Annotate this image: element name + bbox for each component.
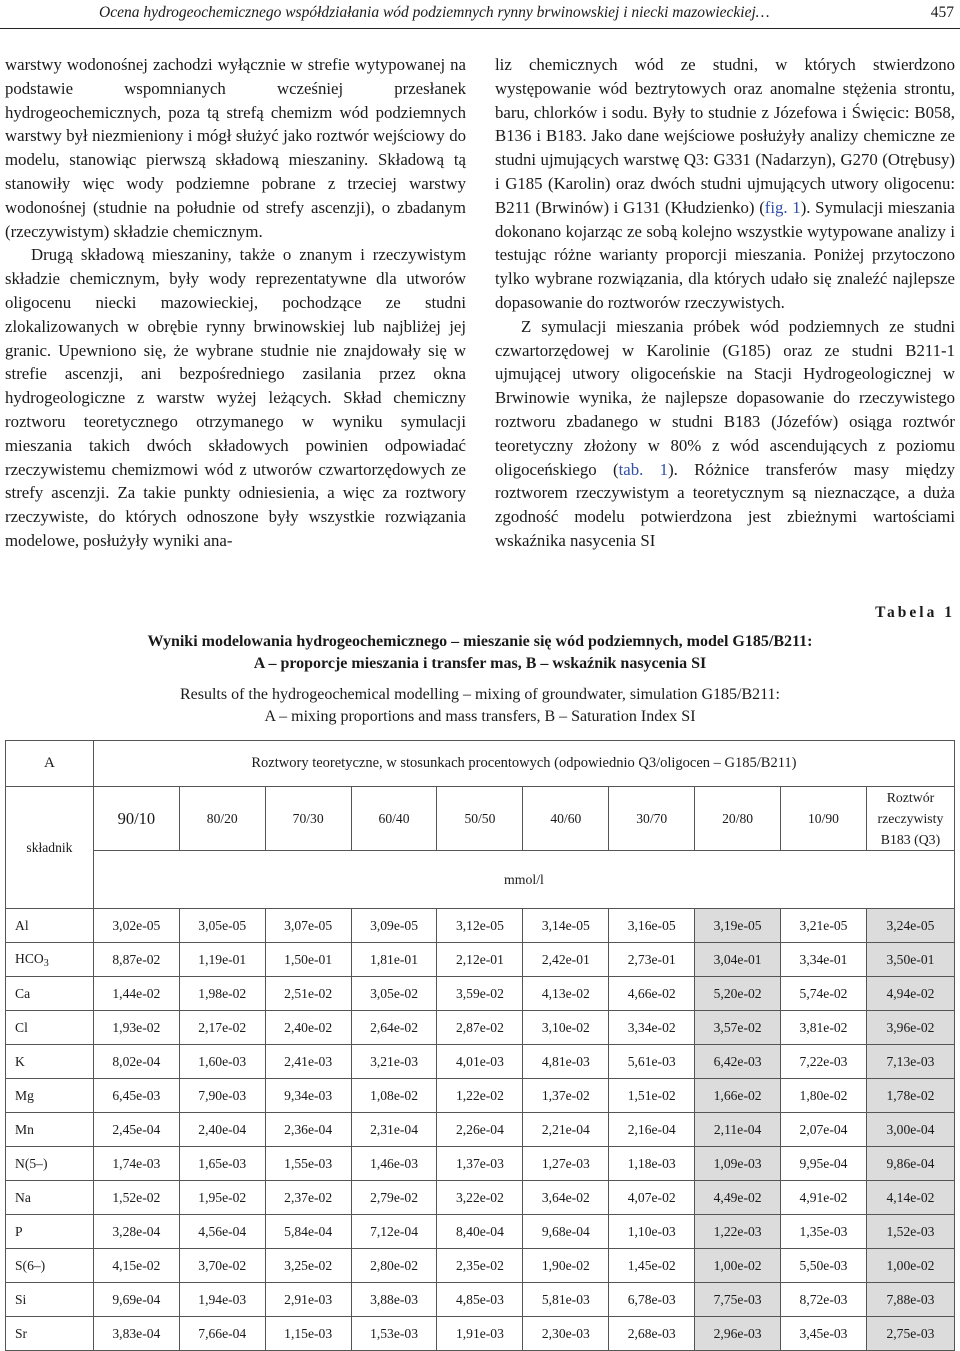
- table-row: [6, 1317, 955, 1351]
- ratio-header: 40/60: [523, 787, 609, 851]
- table-row: [6, 1215, 955, 1249]
- value-cell: 2,42e-01: [523, 943, 609, 977]
- value-cell: 3,09e-05: [351, 909, 437, 943]
- value-cell: 1,22e-03: [695, 1215, 781, 1249]
- component-symbol: K: [15, 1053, 25, 1069]
- value-cell: 3,21e-05: [781, 909, 867, 943]
- value-cell: 1,37e-02: [523, 1079, 609, 1113]
- component-name: [6, 1215, 94, 1249]
- component-symbol: N(5–): [15, 1155, 48, 1171]
- component-name: [6, 943, 94, 977]
- paragraph-text: ). Symulacji mieszania dokonano kojarząc ze sobą kolejno wszystkie wytypowane analizy i testując różne warianty proporcji mieszania. Poniżej przytoczono tylko wybrane rozwiązania, dla których udało się znaleźć najlepsze dopasowanie do roztworów rzeczywistych.: [495, 197, 955, 312]
- value-cell: 9,68e-04: [523, 1215, 609, 1249]
- value-cell: 3,81e-02: [781, 1011, 867, 1045]
- component-name: [6, 1011, 94, 1045]
- component-symbol: Cl: [15, 1019, 28, 1035]
- value-cell: 6,78e-03: [609, 1283, 695, 1317]
- left-column: [5, 53, 466, 553]
- value-cell: 1,45e-02: [609, 1249, 695, 1283]
- value-cell: 4,07e-02: [609, 1181, 695, 1215]
- value-cell: 1,08e-02: [351, 1079, 437, 1113]
- real-value-cell: 7,88e-03: [866, 1283, 954, 1317]
- component-symbol: Mg: [15, 1087, 34, 1103]
- component-subscript: 3: [43, 957, 49, 969]
- component-name: [6, 1317, 94, 1351]
- value-cell: 3,45e-03: [781, 1317, 867, 1351]
- value-cell: 3,04e-01: [695, 943, 781, 977]
- value-cell: 1,95e-02: [179, 1181, 265, 1215]
- component-symbol: HCO: [15, 950, 44, 966]
- real-value-cell: 1,52e-03: [866, 1215, 954, 1249]
- value-cell: 1,35e-03: [781, 1215, 867, 1249]
- value-cell: 1,51e-02: [609, 1079, 695, 1113]
- value-cell: 8,87e-02: [93, 943, 179, 977]
- value-cell: 3,10e-02: [523, 1011, 609, 1045]
- value-cell: 2,64e-02: [351, 1011, 437, 1045]
- value-cell: 3,02e-05: [93, 909, 179, 943]
- value-cell: 3,28e-04: [93, 1215, 179, 1249]
- value-cell: 7,90e-03: [179, 1079, 265, 1113]
- table-row: [6, 1079, 955, 1113]
- value-cell: 7,66e-04: [179, 1317, 265, 1351]
- value-cell: 3,14e-05: [523, 909, 609, 943]
- value-cell: 1,44e-02: [93, 977, 179, 1011]
- value-cell: 1,90e-02: [523, 1249, 609, 1283]
- value-cell: 2,21e-04: [523, 1113, 609, 1147]
- value-cell: 1,37e-03: [437, 1147, 523, 1181]
- paragraph-text: ). Różnice transferów masy między roztworem rzeczywistym a teoretycznym są nieznaczące, a duża zgodność modelu potwierdzona jest zbieżnymi wartościami wskaźnika nasycenia SI: [495, 459, 955, 550]
- value-cell: 5,50e-03: [781, 1249, 867, 1283]
- value-cell: 2,91e-03: [265, 1283, 351, 1317]
- value-cell: 1,18e-03: [609, 1147, 695, 1181]
- value-cell: 4,91e-02: [781, 1181, 867, 1215]
- value-cell: 3,07e-05: [265, 909, 351, 943]
- value-cell: 3,88e-03: [351, 1283, 437, 1317]
- value-cell: 2,16e-04: [609, 1113, 695, 1147]
- value-cell: 2,45e-04: [93, 1113, 179, 1147]
- value-cell: 5,74e-02: [781, 977, 867, 1011]
- value-cell: 1,10e-03: [609, 1215, 695, 1249]
- table-row: [6, 1181, 955, 1215]
- value-cell: 2,11e-04: [695, 1113, 781, 1147]
- paragraph: Drugą składową mieszaniny, także o znanym i rzeczywistym składzie chemicznym, były wody reprezentatywne dla utworów oligocenu niecki mazowieckiej, pochodzące ze studni zlokalizowanych w obrębie rynny brwinowskiej lub najbliżej jej granic. Upewniono się, że wybrane studnie nie znajdowały się w strefie ascenzji, ani bezpośredniego zasilania przez okna hydrogeologiczne z warstw wyżej leżących. Skład chemiczny roztworu teoretycznego otrzymanego w wyniku symulacji mieszania takich dwóch składowych powinien odpowiadać rzeczywistemu chemizmowi wód z utworów czwartorzędowych ze strefy ascenzji. Za takie punkty odniesienia, a więc za roztwory rzeczywiste, do których odnoszone były wszystkie rozwiązania modelowe, posłużyły wyniki ana-: [5, 245, 466, 550]
- table-row: [6, 1113, 955, 1147]
- value-cell: 1,94e-03: [179, 1283, 265, 1317]
- value-cell: 6,45e-03: [93, 1079, 179, 1113]
- value-cell: 1,80e-02: [781, 1079, 867, 1113]
- ratio-header: 30/70: [609, 787, 695, 851]
- real-value-cell: 4,14e-02: [866, 1181, 954, 1215]
- value-cell: 2,40e-02: [265, 1011, 351, 1045]
- table-row: [6, 943, 955, 977]
- value-cell: 2,12e-01: [437, 943, 523, 977]
- value-cell: 1,27e-03: [523, 1147, 609, 1181]
- component-name: [6, 1045, 94, 1079]
- value-cell: 4,13e-02: [523, 977, 609, 1011]
- table-units-row: [6, 851, 955, 909]
- component-name: [6, 1181, 94, 1215]
- real-solution-header: [866, 787, 954, 851]
- running-head: [0, 0, 960, 29]
- component-name: [6, 1249, 94, 1283]
- table-label: Tabela 1: [875, 604, 955, 621]
- real-value-cell: 4,94e-02: [866, 977, 954, 1011]
- value-cell: 3,25e-02: [265, 1249, 351, 1283]
- value-cell: 4,15e-02: [93, 1249, 179, 1283]
- value-cell: 3,21e-03: [351, 1045, 437, 1079]
- real-value-cell: 3,96e-02: [866, 1011, 954, 1045]
- value-cell: 4,66e-02: [609, 977, 695, 1011]
- component-name: [6, 1283, 94, 1317]
- component-name: [6, 1079, 94, 1113]
- value-cell: 1,50e-01: [265, 943, 351, 977]
- value-cell: 1,74e-03: [93, 1147, 179, 1181]
- real-value-cell: 3,50e-01: [866, 943, 954, 977]
- value-cell: 4,49e-02: [695, 1181, 781, 1215]
- value-cell: 2,73e-01: [609, 943, 695, 977]
- table-header-row: [6, 741, 955, 787]
- value-cell: 1,15e-03: [265, 1317, 351, 1351]
- value-cell: 2,79e-02: [351, 1181, 437, 1215]
- table-row: [6, 1147, 955, 1181]
- value-cell: 1,53e-03: [351, 1317, 437, 1351]
- value-cell: 1,91e-03: [437, 1317, 523, 1351]
- component-symbol: Si: [15, 1291, 27, 1307]
- value-cell: 8,72e-03: [781, 1283, 867, 1317]
- table-row: [6, 1045, 955, 1079]
- table-row: [6, 1283, 955, 1317]
- value-cell: 1,46e-03: [351, 1147, 437, 1181]
- component-name: [6, 909, 94, 943]
- header-span: Roztwory teoretyczne, w stosunkach procentowych (odpowiednio Q3/oligocen – G185/B211): [93, 741, 954, 787]
- component-symbol: Ca: [15, 985, 31, 1001]
- paragraph: [495, 53, 955, 315]
- value-cell: 4,81e-03: [523, 1045, 609, 1079]
- caption-line: Wyniki modelowania hydrogeochemicznego – mieszanie się wód podziemnych, model G185/B211:: [147, 633, 813, 650]
- value-cell: 2,68e-03: [609, 1317, 695, 1351]
- value-cell: 2,87e-02: [437, 1011, 523, 1045]
- paragraph-text: liz chemicznych wód ze studni, w których stwierdzono występowanie wód beztrytowych oraz anomalne stężenia strontu, baru, chlorków i sodu. Były to studnie z Józefowa i Święcic: B058, B136 i B183. Jako dane wejściowe posłużyły analizy chemiczne ze studni ujmujących warstwę Q3: G331 (Nadarzyn), G270 (Otrębusy) i G185 (Karolin) oraz dwóch studni ujmujących utwory oligocenu: B211 (Brwinów) i G131 (Kłudzienko) (: [495, 55, 955, 217]
- value-cell: 2,51e-02: [265, 977, 351, 1011]
- component-symbol: S(6–): [15, 1257, 46, 1273]
- real-header-line: B183 (Q3): [880, 832, 941, 847]
- table-row: [6, 1249, 955, 1283]
- value-cell: 1,98e-02: [179, 977, 265, 1011]
- header-section-a: A: [6, 741, 94, 787]
- value-cell: 1,65e-03: [179, 1147, 265, 1181]
- value-cell: 7,75e-03: [695, 1283, 781, 1317]
- real-value-cell: 3,24e-05: [866, 909, 954, 943]
- ratio-header: 90/10: [93, 787, 179, 851]
- value-cell: 8,40e-04: [437, 1215, 523, 1249]
- caption-line: A – mixing proportions and mass transfers, B – Saturation Index SI: [264, 708, 696, 725]
- caption-line: Results of the hydrogeochemical modelling – mixing of groundwater, simulation G185/B211:: [179, 686, 780, 703]
- running-head-title: Ocena hydrogeochemicznego współdziałania wód podziemnych rynny brwinowskiej i niecki mazowieckiej…: [99, 4, 770, 21]
- ratio-header: 20/80: [695, 787, 781, 851]
- value-cell: 4,85e-03: [437, 1283, 523, 1317]
- component-symbol: P: [15, 1223, 23, 1239]
- value-cell: 1,00e-02: [695, 1249, 781, 1283]
- value-cell: 3,05e-05: [179, 909, 265, 943]
- component-symbol: Mn: [15, 1121, 34, 1137]
- table-row: [6, 909, 955, 943]
- value-cell: 1,09e-03: [695, 1147, 781, 1181]
- component-symbol: Sr: [15, 1325, 28, 1341]
- value-cell: 3,12e-05: [437, 909, 523, 943]
- paragraph: [495, 315, 955, 553]
- ratio-header: 80/20: [179, 787, 265, 851]
- value-cell: 8,02e-04: [93, 1045, 179, 1079]
- value-cell: 3,22e-02: [437, 1181, 523, 1215]
- figure-reference-link[interactable]: fig. 1: [764, 197, 801, 217]
- value-cell: 3,34e-01: [781, 943, 867, 977]
- value-cell: 9,95e-04: [781, 1147, 867, 1181]
- value-cell: 2,37e-02: [265, 1181, 351, 1215]
- real-value-cell: 3,00e-04: [866, 1113, 954, 1147]
- value-cell: 7,22e-03: [781, 1045, 867, 1079]
- value-cell: 6,42e-03: [695, 1045, 781, 1079]
- real-value-cell: 1,00e-02: [866, 1249, 954, 1283]
- value-cell: 2,35e-02: [437, 1249, 523, 1283]
- value-cell: 3,05e-02: [351, 977, 437, 1011]
- value-cell: 3,83e-04: [93, 1317, 179, 1351]
- value-cell: 2,30e-03: [523, 1317, 609, 1351]
- value-cell: 3,34e-02: [609, 1011, 695, 1045]
- page-number: 457: [930, 4, 954, 21]
- value-cell: 3,64e-02: [523, 1181, 609, 1215]
- value-cell: 3,59e-02: [437, 977, 523, 1011]
- value-cell: 5,20e-02: [695, 977, 781, 1011]
- value-cell: 2,36e-04: [265, 1113, 351, 1147]
- component-symbol: Na: [15, 1189, 31, 1205]
- value-cell: 2,40e-04: [179, 1113, 265, 1147]
- component-name: [6, 977, 94, 1011]
- value-cell: 1,66e-02: [695, 1079, 781, 1113]
- paragraph: warstwy wodonośnej zachodzi wyłącznie w strefie wytypowanej na podstawie wspomnianych wcześniej przesłanek hydrogeochemicznych, poza tą strefą chemizm wód podziemnych warstwy był niezmieniony i mógł służyć jako roztwór wejściowy do modelu, stanowiąc pierwszą składową mieszaniny. Składową tą stanowiły więc wody podziemne pobrane z trzeciej warstwy wodonośnej (studnie na południe od strefy ascenzji), o zbadanym (rzeczywistym) składzie chemicznym.: [5, 55, 466, 241]
- component-name: [6, 1113, 94, 1147]
- value-cell: 2,17e-02: [179, 1011, 265, 1045]
- value-cell: 5,84e-04: [265, 1215, 351, 1249]
- value-cell: 5,81e-03: [523, 1283, 609, 1317]
- component-symbol: Al: [15, 917, 29, 933]
- value-cell: 2,96e-03: [695, 1317, 781, 1351]
- value-cell: 1,93e-02: [93, 1011, 179, 1045]
- value-cell: 2,31e-04: [351, 1113, 437, 1147]
- component-name: [6, 1147, 94, 1181]
- value-cell: 2,80e-02: [351, 1249, 437, 1283]
- value-cell: 2,07e-04: [781, 1113, 867, 1147]
- real-value-cell: 1,78e-02: [866, 1079, 954, 1113]
- value-cell: 3,19e-05: [695, 909, 781, 943]
- value-cell: 9,69e-04: [93, 1283, 179, 1317]
- real-value-cell: 9,86e-04: [866, 1147, 954, 1181]
- real-header-line: Roztwór: [886, 790, 935, 805]
- real-value-cell: 2,75e-03: [866, 1317, 954, 1351]
- value-cell: 3,70e-02: [179, 1249, 265, 1283]
- table-row: [6, 1011, 955, 1045]
- units-label: mmol/l: [93, 851, 954, 909]
- value-cell: 2,26e-04: [437, 1113, 523, 1147]
- table-caption-polish: [0, 631, 960, 675]
- value-cell: 1,22e-02: [437, 1079, 523, 1113]
- value-cell: 7,12e-04: [351, 1215, 437, 1249]
- real-value-cell: 7,13e-03: [866, 1045, 954, 1079]
- ratio-header: 70/30: [265, 787, 351, 851]
- value-cell: 4,56e-04: [179, 1215, 265, 1249]
- value-cell: 3,57e-02: [695, 1011, 781, 1045]
- header-component: składnik: [6, 787, 94, 909]
- results-table: [5, 740, 955, 1351]
- value-cell: 1,81e-01: [351, 943, 437, 977]
- paragraph-text: Z symulacji mieszania próbek wód podziemnych ze studni czwartorzędowej w Karolinie (G185) oraz ze studni B211-1 ujmującej utwory oligoceńskie na Stacji Hydrogeologicznej w Brwinowie wynika, że najlepsze dopasowanie do rzeczywistego roztworu zbadanego w studni B183 (Józefów) osiąga roztwór teoretyczny złożony w 80% z wód ascendujących z poziomu oligoceńskiego (: [495, 316, 955, 479]
- table-caption-english: [0, 684, 960, 728]
- value-cell: 4,01e-03: [437, 1045, 523, 1079]
- value-cell: 1,60e-03: [179, 1045, 265, 1079]
- value-cell: 5,61e-03: [609, 1045, 695, 1079]
- value-cell: 9,34e-03: [265, 1079, 351, 1113]
- table-ratio-row: [6, 787, 955, 851]
- ratio-header: 10/90: [781, 787, 867, 851]
- real-header-line: rzeczywisty: [877, 811, 944, 826]
- value-cell: 1,19e-01: [179, 943, 265, 977]
- caption-line: A – proporcje mieszania i transfer mas, B – wskaźnik nasycenia SI: [253, 655, 707, 672]
- right-column: [495, 53, 955, 553]
- value-cell: 1,52e-02: [93, 1181, 179, 1215]
- value-cell: 1,55e-03: [265, 1147, 351, 1181]
- value-cell: 2,41e-03: [265, 1045, 351, 1079]
- value-cell: 3,16e-05: [609, 909, 695, 943]
- table-row: [6, 977, 955, 1011]
- ratio-header: 50/50: [437, 787, 523, 851]
- table-reference-link[interactable]: tab. 1: [618, 459, 669, 479]
- ratio-header: 60/40: [351, 787, 437, 851]
